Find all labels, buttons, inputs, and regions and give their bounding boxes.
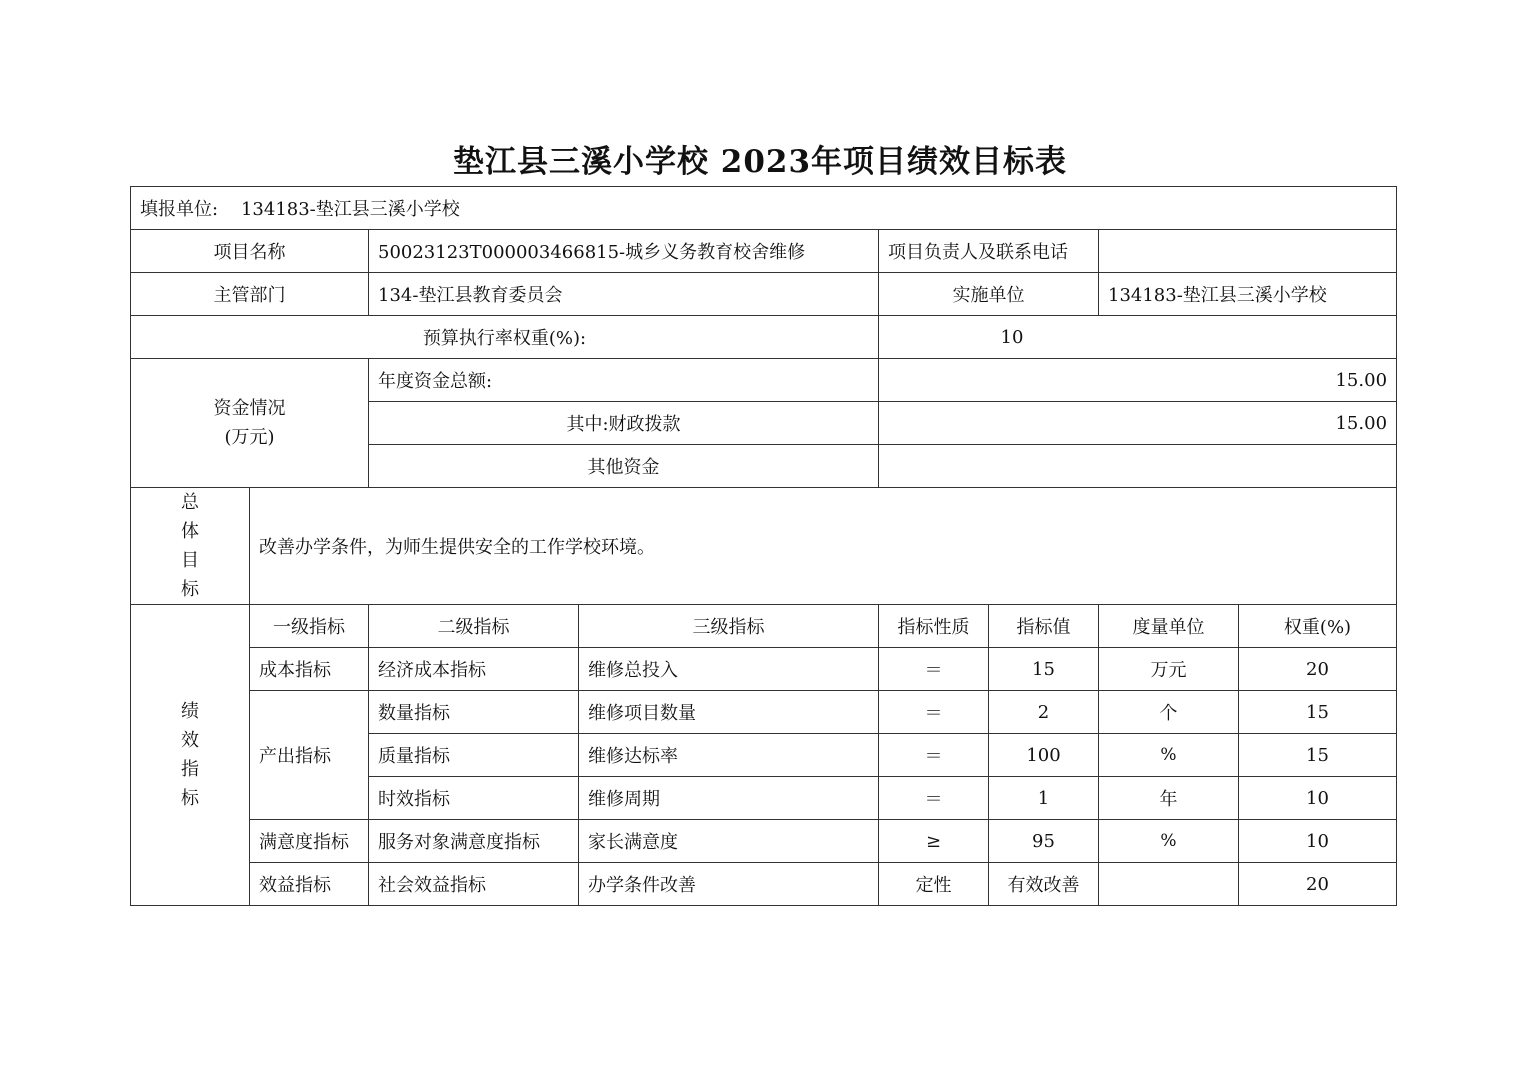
page-title: 垫江县三溪小学校 2023年项目绩效目标表 — [452, 144, 1068, 180]
funds-fiscal-label: 其中:财政拨款 — [369, 402, 879, 445]
indicator-weight: 15 — [1239, 691, 1397, 734]
funds-label-line2: (万元) — [224, 427, 275, 448]
department-row — [131, 273, 1397, 316]
indicator-level2: 服务对象满意度指标 — [369, 820, 579, 863]
fill-unit-cell — [131, 187, 1397, 230]
indicator-level1: 成本指标 — [250, 648, 369, 691]
indicator-weight: 15 — [1239, 734, 1397, 777]
indicator-level2: 质量指标 — [369, 734, 579, 777]
indicator-level3: 办学条件改善 — [579, 863, 879, 906]
header-level3: 三级指标 — [579, 605, 879, 648]
funds-label — [131, 359, 369, 488]
header-nature: 指标性质 — [879, 605, 989, 648]
header-level2: 二级指标 — [369, 605, 579, 648]
goal-label-char: 体 — [181, 521, 199, 542]
project-name-label: 项目名称 — [131, 230, 369, 273]
indicator-value: 100 — [989, 734, 1099, 777]
indicator-unit: % — [1099, 820, 1239, 863]
indicator-unit: % — [1099, 734, 1239, 777]
indicator-nature: ＝ — [879, 691, 989, 734]
indicator-value: 1 — [989, 777, 1099, 820]
overall-goal-text: 改善办学条件，为师生提供安全的工作学校环境。 — [250, 488, 1397, 605]
performance-target-table — [130, 186, 1397, 906]
fill-unit-label: 填报单位: — [140, 199, 219, 220]
indicator-level2: 数量指标 — [369, 691, 579, 734]
table-row — [131, 863, 1397, 906]
indicator-weight: 10 — [1239, 777, 1397, 820]
indicator-value: 有效改善 — [989, 863, 1099, 906]
table-row — [131, 820, 1397, 863]
project-owner-value — [1099, 230, 1397, 273]
indicator-level3: 维修项目数量 — [579, 691, 879, 734]
fill-unit-value: 134183-垫江县三溪小学校 — [240, 199, 460, 220]
indicator-level3: 维修总投入 — [579, 648, 879, 691]
indicator-weight: 10 — [1239, 820, 1397, 863]
indicator-weight: 20 — [1239, 648, 1397, 691]
dept-value: 134-垫江县教育委员会 — [369, 273, 879, 316]
indicator-level3: 家长满意度 — [579, 820, 879, 863]
indicator-unit: 个 — [1099, 691, 1239, 734]
overall-goal-label — [131, 488, 250, 605]
indicator-nature: ＝ — [879, 734, 989, 777]
budget-weight-row — [131, 316, 1397, 359]
dept-label: 主管部门 — [131, 273, 369, 316]
indicator-section-label — [131, 605, 250, 906]
funds-other-label: 其他资金 — [369, 445, 879, 488]
indicator-unit: 万元 — [1099, 648, 1239, 691]
goal-label-char: 标 — [181, 579, 199, 600]
indicator-level3: 维修达标率 — [579, 734, 879, 777]
header-weight: 权重(%) — [1239, 605, 1397, 648]
overall-goal-row — [131, 488, 1397, 605]
table-row — [131, 648, 1397, 691]
indicator-weight: 20 — [1239, 863, 1397, 906]
indicator-value: 15 — [989, 648, 1099, 691]
indicator-header-row — [131, 605, 1397, 648]
indicator-nature: ＝ — [879, 648, 989, 691]
indicator-level3: 维修周期 — [579, 777, 879, 820]
indicator-nature: ≥ — [879, 820, 989, 863]
goal-label-char: 总 — [181, 492, 199, 513]
indicator-value: 95 — [989, 820, 1099, 863]
indicator-label-char: 效 — [181, 730, 199, 751]
indicator-label-char: 指 — [181, 759, 199, 780]
indicator-unit — [1099, 863, 1239, 906]
budget-weight-value: 10 — [879, 316, 1397, 359]
funds-total-row — [131, 359, 1397, 402]
header-level1: 一级指标 — [250, 605, 369, 648]
funds-total-label: 年度资金总额: — [369, 359, 879, 402]
indicator-label-char: 标 — [181, 788, 199, 809]
funds-total-value: 15.00 — [879, 359, 1397, 402]
funds-other-value — [879, 445, 1397, 488]
indicator-label-char: 绩 — [181, 701, 199, 722]
indicator-nature: 定性 — [879, 863, 989, 906]
indicator-unit: 年 — [1099, 777, 1239, 820]
fill-unit-row — [131, 187, 1397, 230]
indicator-level1: 产出指标 — [250, 691, 369, 820]
indicator-level1: 效益指标 — [250, 863, 369, 906]
budget-weight-label: 预算执行率权重(%): — [131, 316, 879, 359]
indicator-level2: 经济成本指标 — [369, 648, 579, 691]
impl-unit-value: 134183-垫江县三溪小学校 — [1099, 273, 1397, 316]
project-name-row — [131, 230, 1397, 273]
header-value: 指标值 — [989, 605, 1099, 648]
project-name-value: 50023123T000003466815-城乡义务教育校舍维修 — [369, 230, 879, 273]
goal-label-char: 目 — [181, 550, 199, 571]
indicator-nature: ＝ — [879, 777, 989, 820]
indicator-level1: 满意度指标 — [250, 820, 369, 863]
funds-fiscal-value: 15.00 — [879, 402, 1397, 445]
indicator-value: 2 — [989, 691, 1099, 734]
indicator-level2: 时效指标 — [369, 777, 579, 820]
header-unit: 度量单位 — [1099, 605, 1239, 648]
project-owner-label: 项目负责人及联系电话 — [879, 230, 1099, 273]
impl-unit-label: 实施单位 — [879, 273, 1099, 316]
table-row — [131, 691, 1397, 734]
funds-label-line1: 资金情况 — [213, 398, 286, 419]
indicator-level2: 社会效益指标 — [369, 863, 579, 906]
